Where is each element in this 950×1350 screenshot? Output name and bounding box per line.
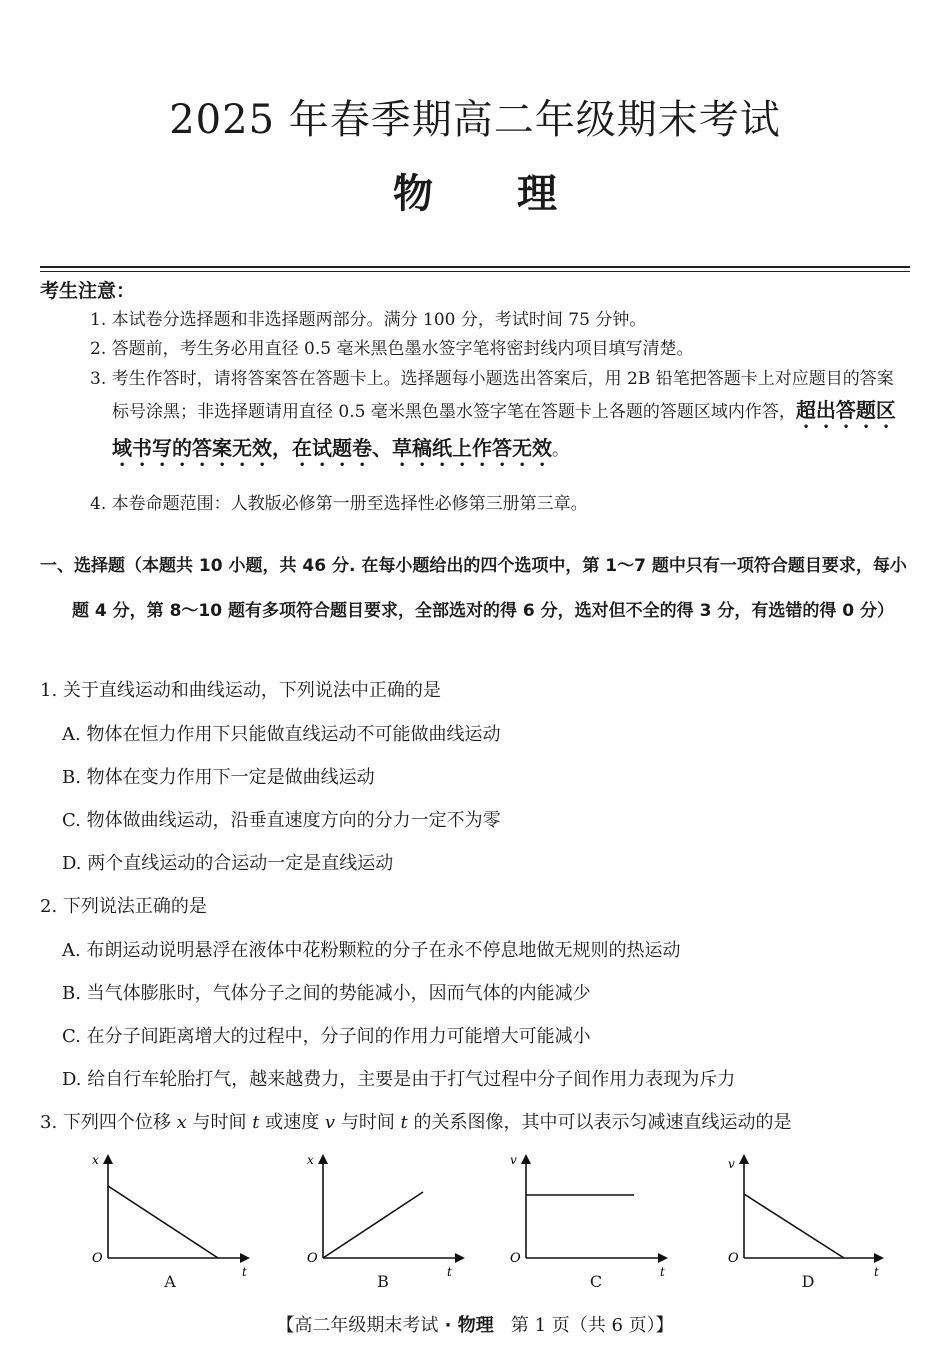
- graph-c-caption: C: [589, 1272, 603, 1291]
- q3-text-3: 或速度: [259, 1112, 325, 1133]
- question-1-option-b: B. 物体在变力作用下一定是做曲线运动: [62, 767, 375, 788]
- footer-bracket-left: 【: [276, 1315, 295, 1336]
- graph-d-line: [744, 1194, 844, 1258]
- notice-heading: 考生注意：: [40, 280, 136, 302]
- graph-a-y-label: x: [92, 1153, 99, 1167]
- footer-dot: ·: [438, 1315, 458, 1336]
- q3-text-1: 3. 下列四个位移: [40, 1112, 177, 1133]
- q3-var-x: x: [176, 1112, 187, 1133]
- divider-thin: [40, 271, 910, 272]
- question-2-option-b: B. 当气体膨胀时，气体分子之间的势能减小，因而气体的内能减少: [62, 983, 591, 1004]
- notice-item-2: 2. 答题前，考生务必用直径 0.5 毫米黑色墨水签字笔将密封线内项目填写清楚。: [90, 339, 694, 359]
- question-1-option-c: C. 物体做曲线运动，沿垂直速度方向的分力一定不为零: [62, 810, 501, 831]
- notice-item-3-end: 。: [552, 440, 569, 460]
- graph-a-origin: O: [92, 1251, 103, 1266]
- q3-var-v: v: [324, 1112, 336, 1133]
- graph-b: [303, 1148, 473, 1278]
- graph-b-line: [323, 1192, 423, 1258]
- question-3-stem: [40, 1108, 920, 1138]
- footer-subject: 物理: [457, 1315, 494, 1336]
- notice-item-3-text: 3. 考生作答时，请将答案答在答题卡上。选择题每小题选出答案后，用 2B 铅笔把答题卡上对应题目的答案标号涂黑；非选择题请用直径 0.5 毫米黑色墨水签字笔在答题卡上各题的答题区域内作答，: [90, 369, 894, 422]
- question-2-stem: 2. 下列说法正确的是: [40, 896, 207, 917]
- notice-item-4: 4. 本卷命题范围：人教版必修第一册至选择性必修第三册第三章。: [90, 494, 588, 514]
- page-footer: [0, 1312, 950, 1340]
- question-2-option-a: A. 布朗运动说明悬浮在液体中花粉颗粒的分子在永不停息地做无规则的热运动: [62, 940, 681, 961]
- graph-c-y-label: v: [510, 1153, 517, 1167]
- q3-var-t1: t: [252, 1112, 260, 1133]
- graph-a-caption: A: [164, 1272, 176, 1291]
- notice-item-1: 1. 本试卷分选择题和非选择题两部分。满分 100 分，考试时间 75 分钟。: [90, 310, 647, 330]
- graph-b-y-label: x: [307, 1153, 314, 1167]
- graph-c-origin: O: [510, 1251, 521, 1266]
- graph-c: [506, 1148, 676, 1278]
- subject-title: 物 理: [393, 170, 557, 217]
- question-2-option-d: D. 给自行车轮胎打气，越来越费力，主要是由于打气过程中分子间作用力表现为斥力: [62, 1069, 736, 1090]
- exam-title: 2025 年春季期高二年级期末考试: [169, 97, 781, 143]
- question-1-option-d: D. 两个直线运动的合运动一定是直线运动: [62, 853, 394, 874]
- notice-item-3: [90, 364, 910, 471]
- graph-b-caption: B: [377, 1272, 389, 1291]
- q3-text-2: 与时间: [186, 1112, 253, 1133]
- q3-var-t2: t: [400, 1112, 408, 1133]
- graph-d-y-label: v: [728, 1157, 735, 1171]
- graph-d: [724, 1148, 894, 1278]
- graph-a: [88, 1148, 258, 1278]
- graph-c-x-label: t: [660, 1265, 665, 1278]
- graph-b-x-label: t: [447, 1265, 452, 1278]
- graph-d-origin: O: [728, 1251, 739, 1266]
- footer-exam: 高二年级期末考试: [294, 1315, 439, 1336]
- graph-a-x-label: t: [242, 1265, 247, 1278]
- divider-thick: [40, 266, 910, 268]
- section-heading: 一、选择题（本题共 10 小题，共 46 分. 在每小题给出的四个选项中，第 1～7 题中只有一项符合题目要求，每小题 4 分，第 8～10 题有多项符合题目要求，全部选对的得 6 分，选对但不全的得 3 分，有选错的得 0 分）: [40, 556, 907, 621]
- footer-bracket-right: 】: [655, 1315, 674, 1336]
- question-1-option-a: A. 物体在恒力作用下只能做直线运动不可能做曲线运动: [62, 724, 501, 745]
- notice-item-3-emphasis: 超出答题区域书写的答案无效，在试题卷、草稿纸上作答无效: [112, 398, 896, 460]
- graph-b-origin: O: [307, 1251, 318, 1266]
- graph-a-line: [108, 1186, 218, 1258]
- graph-d-caption: D: [801, 1272, 815, 1291]
- q3-text-5: 的关系图像，其中可以表示匀减速直线运动的是: [407, 1112, 792, 1133]
- question-1-stem: 1. 关于直线运动和曲线运动，下列说法中正确的是: [40, 680, 441, 701]
- question-2-option-c: C. 在分子间距离增大的过程中，分子间的作用力可能增大可能减小: [62, 1026, 591, 1047]
- q3-text-4: 与时间: [335, 1112, 401, 1133]
- graph-d-x-label: t: [874, 1265, 879, 1278]
- footer-page-number: 第 1 页（共 6 页）: [510, 1315, 656, 1336]
